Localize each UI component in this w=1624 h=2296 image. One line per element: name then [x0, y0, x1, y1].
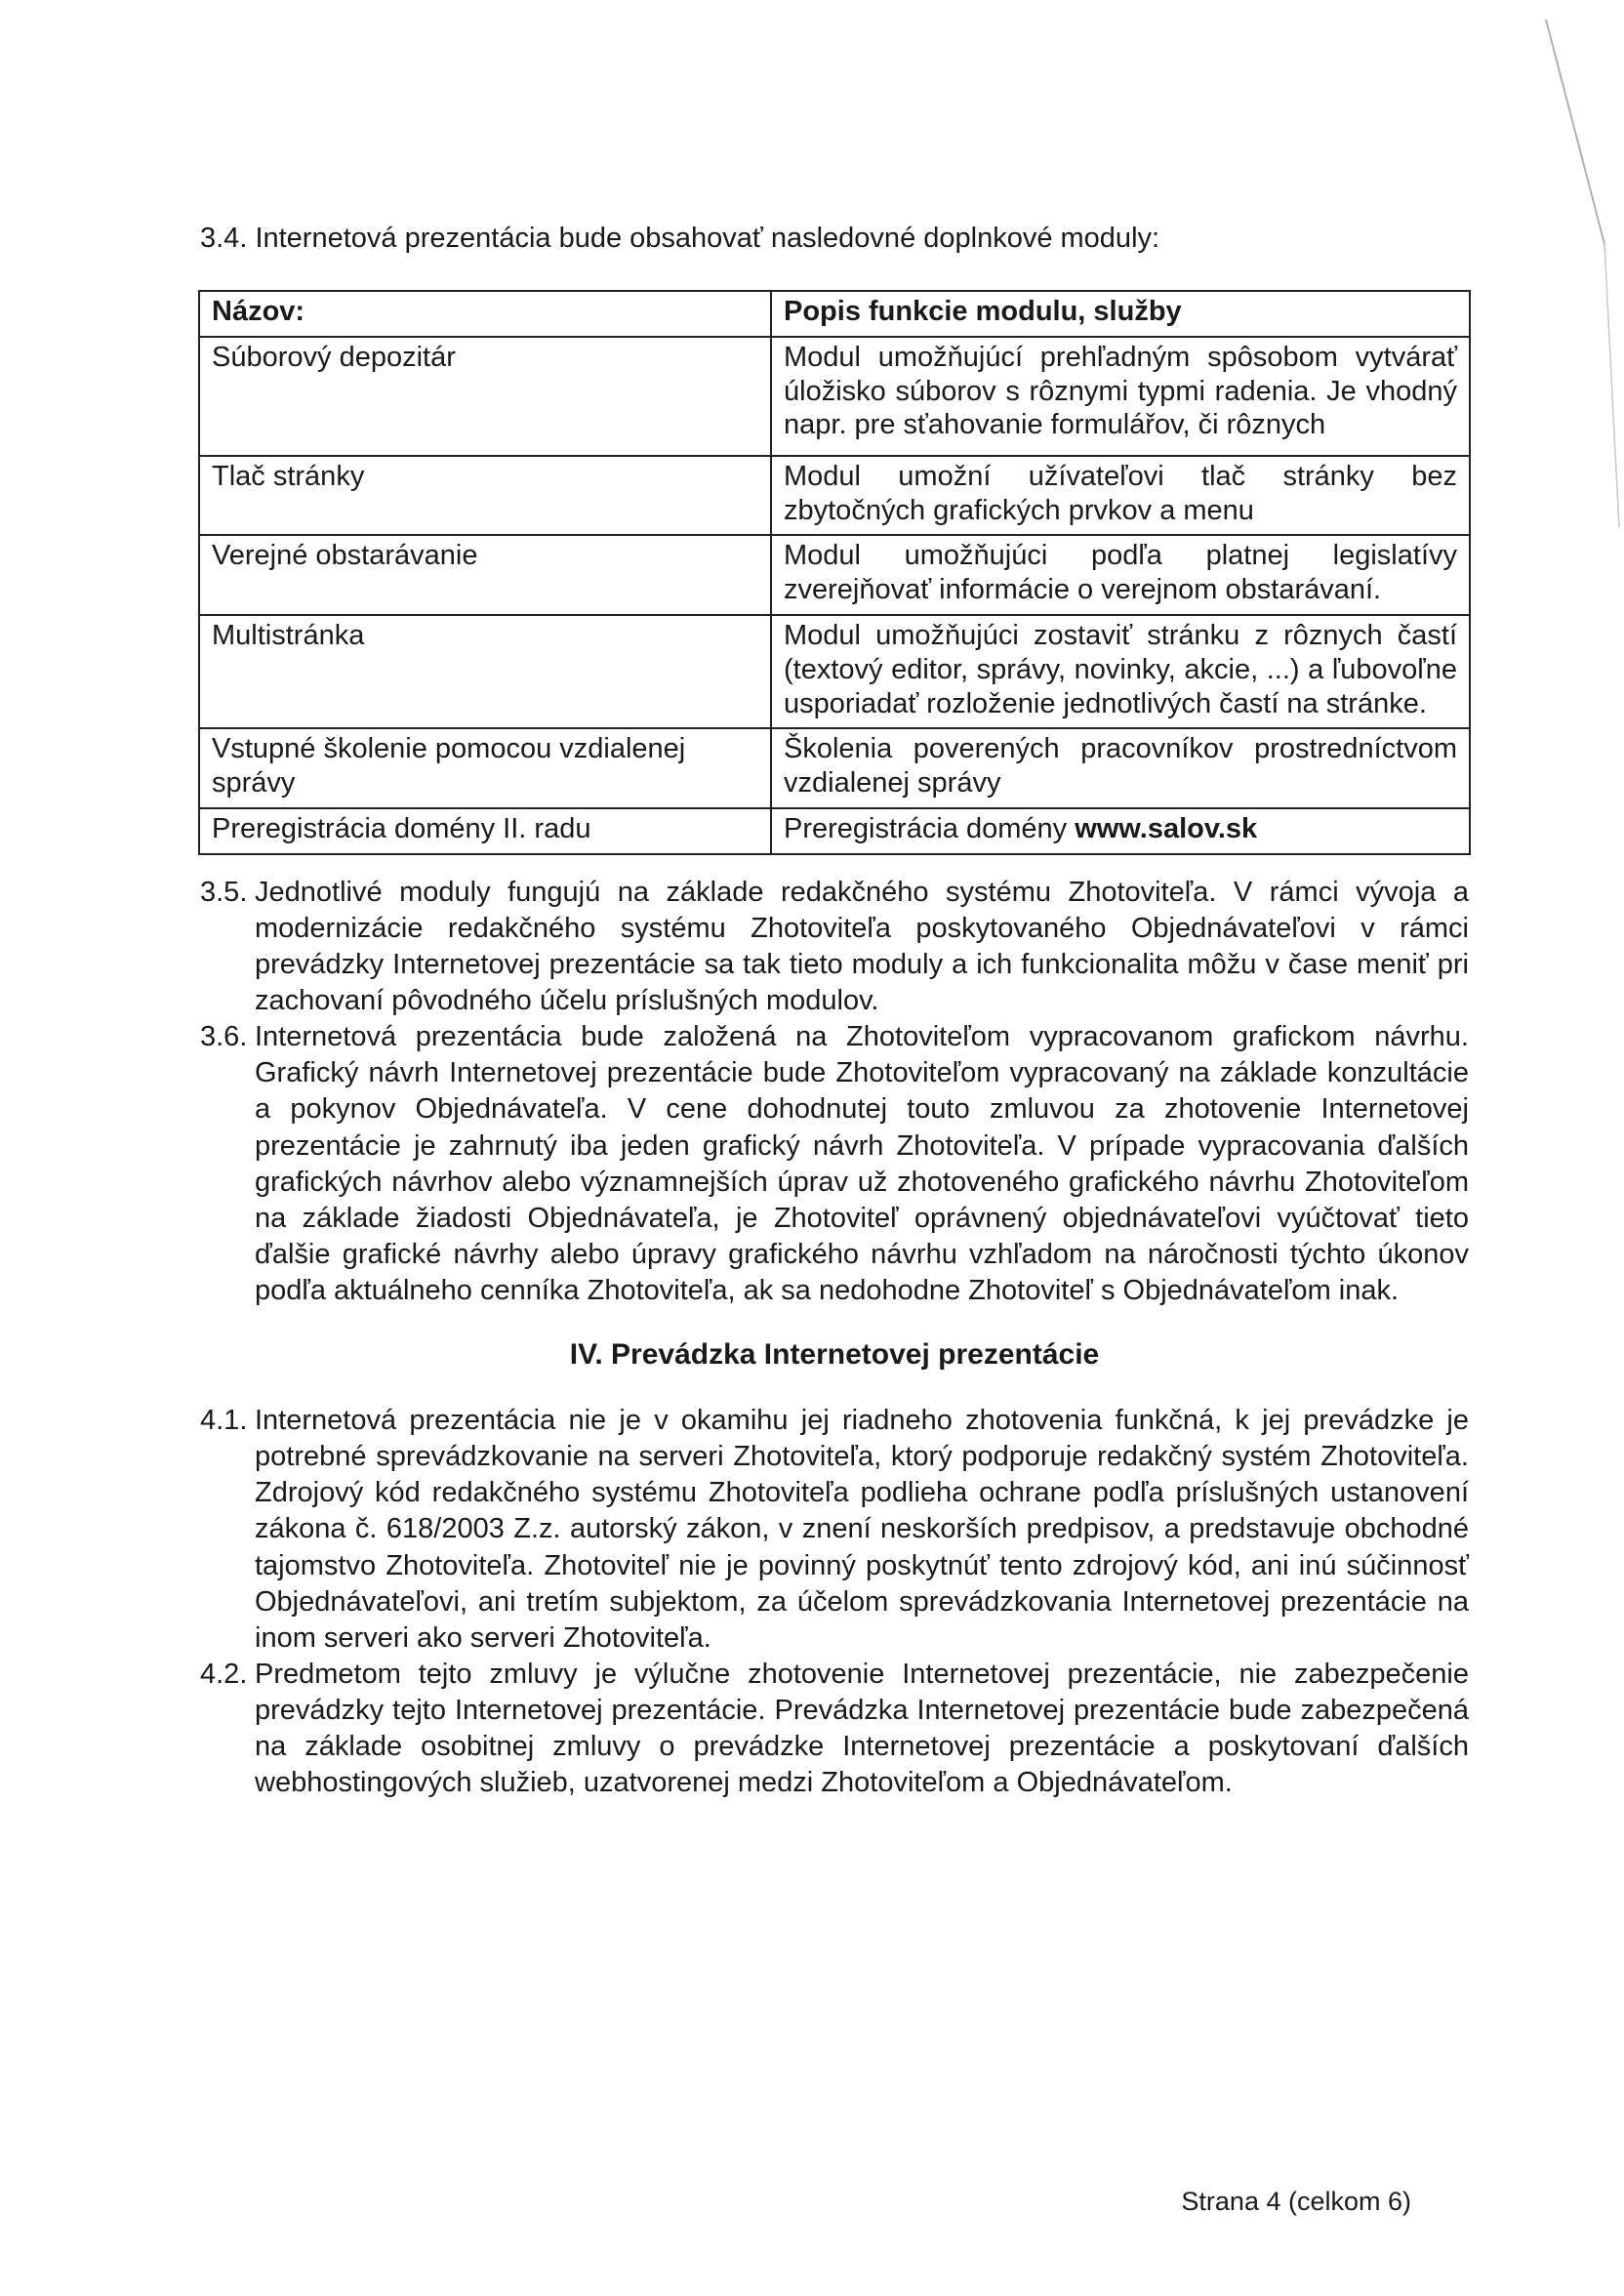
- page-content: [200, 223, 1469, 1801]
- module-name: Verejné obstarávanie: [199, 535, 771, 615]
- section-iv-heading: IV. Prevádzka Internetovej prezentácie: [569, 1338, 1100, 1372]
- module-description: Modul umožňujúcí prehľadným spôsobom vytvárať úložisko súborov s rôznymi typmi radenia. Je vhodný napr. pre sťahovanie formulářov, či rôznych: [771, 337, 1470, 456]
- item-text: Jednotlivé moduly fungujú na základe redakčného systému Zhotoviteľa. V rámci vývoja a modernizácie redakčného systému Zhotoviteľa poskytovaného Objednávateľovi v rámci prevádzky Internetovej prezentácie sa tak tieto moduly a ich funkcionalita môžu v čase meniť pri zachovaní pôvodného účelu príslušných modulov.: [255, 876, 1469, 1017]
- section-number: 3.4.: [200, 223, 248, 254]
- page-footer: Strana 4 (celkom 6): [1181, 2187, 1411, 2216]
- section-text: Internetová prezentácia bude obsahovať nasledovné doplnkové moduly:: [255, 223, 1160, 254]
- module-description: Modul umožňujúci zostaviť stránku z rôznych častí (textový editor, správy, novinky, akcie, ...) a ľubovoľne usporiadať rozloženie jednotlivých častí na stránke.: [771, 615, 1470, 728]
- table-header-row: [199, 291, 1470, 337]
- module-name: Súborový depozitár: [199, 337, 771, 456]
- item-number: 3.6.: [200, 1021, 248, 1053]
- item-number: 4.2.: [200, 1658, 248, 1690]
- section-3-4-intro: [200, 223, 1469, 255]
- list-item: [200, 1403, 1469, 1657]
- table-row: [199, 535, 1470, 615]
- item-text: Internetová prezentácia bude založená na Zhotoviteľom vypracovanom grafickom návrhu. Grafický návrh Internetovej prezentácie bude Zhotoviteľom vypracovaný na základe konzultácie a pokynov Objednávateľa. V cene dohodnutej touto zmluvou za zhotovenie Internetovej prezentácie je zahrnutý iba jeden grafický návrh Zhotoviteľa. V prípade vypracovania ďalších grafických návrhov alebo významnejších úprav už zhotoveného grafického návrhu Zhotoviteľom na základe žiadosti Objednávateľa, je Zhotoviteľ oprávnený objednávateľovi vyúčtovať tieto ďalšie grafické návrhy alebo úpravy grafického návrhu vzhľadom na náročnosti týchto úkonov podľa aktuálneho cenníka Zhotoviteľa, ak sa nedohodne Zhotoviteľ s Objednávateľom inak.: [255, 1021, 1469, 1306]
- module-name: Vstupné školenie pomocou vzdialenej správy: [199, 728, 771, 808]
- module-description: [771, 808, 1470, 854]
- list-item: [200, 875, 1469, 1019]
- header-description: Popis funkcie modulu, služby: [771, 291, 1470, 337]
- item-number: 3.5.: [200, 876, 248, 908]
- list-item: [200, 1019, 1469, 1309]
- module-name: Multistránka: [199, 615, 771, 728]
- module-description: Modul umožňujúci podľa platnej legislatívy zverejňovať informácie o verejnom obstarávaní.: [771, 535, 1470, 615]
- item-number: 4.1.: [200, 1405, 248, 1437]
- section-4-items: [200, 1403, 1469, 1801]
- modules-table: [198, 290, 1471, 855]
- module-name: Tlač stránky: [199, 456, 771, 536]
- module-description: Modul umožní užívateľovi tlač stránky bez zbytočných grafických prvkov a menu: [771, 456, 1470, 536]
- list-item: [200, 1657, 1469, 1801]
- table-row: [199, 808, 1470, 854]
- item-text: Predmetom tejto zmluvy je výlučne zhotovenie Internetovej prezentácie, nie zabezpečenie prevádzky tejto Internetovej prezentácie. Prevádzka Internetovej prezentácie bude zabezpečená na základe osobitnej zmluvy o prevádzke Internetovej prezentácie a poskytovaní ďalších webhostingových služieb, uzatvorenej medzi Zhotoviteľom a Objednávateľom.: [255, 1658, 1469, 1799]
- table-row: [199, 615, 1470, 728]
- table-row: [199, 456, 1470, 536]
- item-text: Internetová prezentácia nie je v okamihu jej riadneho zhotovenia funkčná, k jej prevádzke je potrebné sprevádzkovanie na serveri Zhotoviteľa, ktorý podporuje redakčný systém Zhotoviteľa. Zdrojový kód redakčného systému Zhotoviteľa podlieha ochrane podľa príslušných ustanovení zákona č. 618/2003 Z.z. autorský zákon, v znení neskorších predpisov, a predstavuje obchodné tajomstvo Zhotoviteľa. Zhotoviteľ nie je povinný poskytnúť tento zdrojový kód, ani inú súčinnosť Objednávateľovi, ani tretím subjektom, za účelom sprevádzkovania Internetovej prezentácie na inom serveri ako serveri Zhotoviteľa.: [255, 1405, 1469, 1654]
- domain-link: www.salov.sk: [1075, 812, 1258, 844]
- header-name: Názov:: [199, 291, 771, 337]
- section-3-items: [200, 875, 1469, 1309]
- module-description: Školenia poverených pracovníkov prostredníctvom vzdialenej správy: [771, 728, 1470, 808]
- table-row: [199, 728, 1470, 808]
- table-row: [199, 337, 1470, 456]
- description-text: Preregistrácia domény: [784, 812, 1076, 844]
- module-name: Preregistrácia domény II. radu: [199, 808, 771, 854]
